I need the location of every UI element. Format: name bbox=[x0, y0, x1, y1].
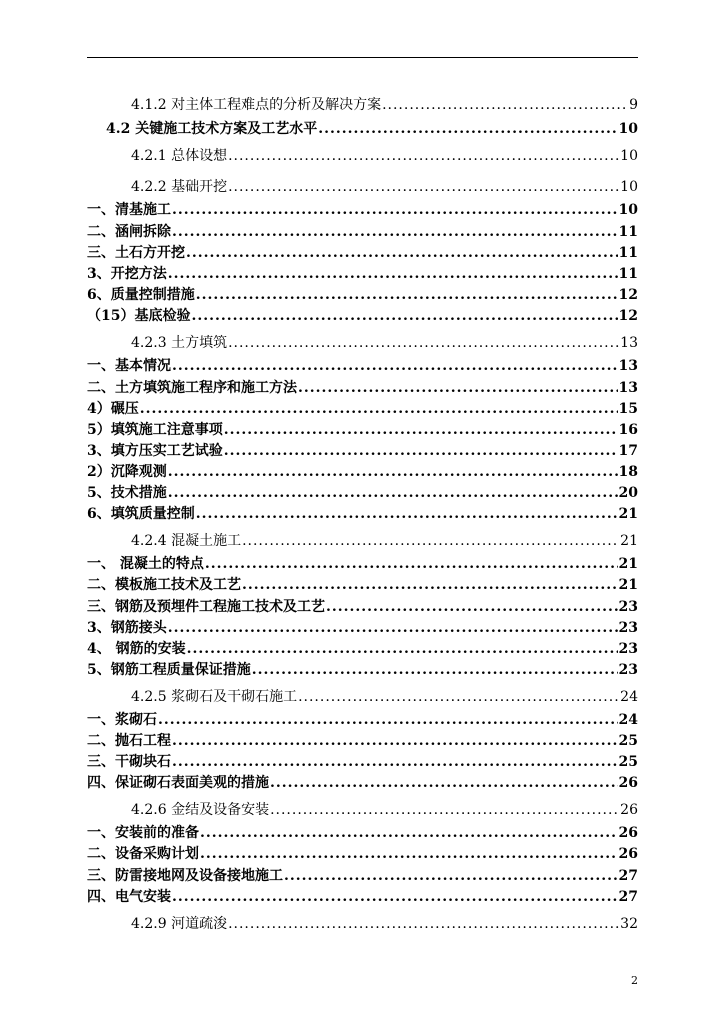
toc-entry-title: 三、干砌块石 bbox=[87, 754, 171, 770]
toc-entry-page: 10 bbox=[620, 148, 638, 164]
dot-leader bbox=[228, 333, 619, 353]
toc-entry-page: 26 bbox=[618, 846, 638, 862]
toc-entry-title: 4.2.2 基础开挖 bbox=[131, 179, 228, 195]
toc-entry-page: 16 bbox=[618, 422, 638, 438]
dot-leader bbox=[200, 823, 618, 843]
dot-leader bbox=[224, 441, 618, 461]
toc-entry-page: 32 bbox=[620, 916, 638, 932]
toc-entry[interactable] bbox=[87, 554, 638, 574]
dot-leader bbox=[298, 687, 619, 707]
toc-entry-title: 四、保证砌石表面美观的措施 bbox=[87, 775, 269, 791]
toc-entry-title: 4.1.2 对主体工程难点的分析及解决方案 bbox=[131, 97, 382, 113]
toc-entry[interactable] bbox=[87, 264, 638, 284]
toc-entry-page: 26 bbox=[618, 825, 638, 841]
toc-entry-title: 6、质量控制措施 bbox=[87, 287, 195, 303]
toc-entry-title: 2）沉降观测 bbox=[87, 464, 167, 480]
toc-entry-title: 一、基本情况 bbox=[87, 358, 171, 374]
toc-entry-page: 26 bbox=[618, 775, 638, 791]
dot-leader bbox=[168, 618, 618, 638]
toc-entry-page: 21 bbox=[618, 577, 638, 593]
dot-leader bbox=[270, 773, 618, 793]
toc-entry-title: 5）填筑施工注意事项 bbox=[87, 422, 223, 438]
toc-entry-title: 二、设备采购计划 bbox=[87, 846, 199, 862]
toc-entry-title: 3、填方压实工艺试验 bbox=[87, 443, 223, 459]
dot-leader bbox=[318, 119, 617, 139]
toc-entry-page: 21 bbox=[620, 533, 638, 549]
toc-entry[interactable] bbox=[131, 531, 638, 551]
toc-entry-title: 二、土方填筑施工程序和施工方法 bbox=[87, 380, 297, 396]
toc-entry-title: 三、土石方开挖 bbox=[87, 245, 185, 261]
dot-leader bbox=[187, 639, 618, 659]
dot-leader bbox=[242, 575, 618, 595]
toc-entry-page: 20 bbox=[618, 485, 638, 501]
toc-entry[interactable] bbox=[87, 731, 638, 751]
toc-entry-title: （15）基底检验 bbox=[87, 308, 191, 324]
dot-leader bbox=[168, 462, 618, 482]
toc-entry[interactable] bbox=[131, 333, 638, 353]
toc-entry-title: 3、开挖方法 bbox=[87, 266, 167, 282]
toc-entry[interactable] bbox=[87, 200, 638, 220]
toc-entry[interactable] bbox=[87, 773, 638, 793]
toc-entry[interactable] bbox=[87, 420, 638, 440]
toc-entry-page: 13 bbox=[620, 335, 638, 351]
dot-leader bbox=[186, 243, 618, 263]
dot-leader bbox=[158, 710, 618, 730]
toc-entry-page: 23 bbox=[618, 599, 638, 615]
dot-leader bbox=[284, 866, 618, 886]
toc-entry-title: 4.2.1 总体设想 bbox=[131, 148, 228, 164]
toc-entry[interactable] bbox=[87, 483, 638, 503]
dot-leader bbox=[326, 597, 618, 617]
toc-entry-page: 15 bbox=[618, 401, 638, 417]
toc-entry-page: 10 bbox=[618, 202, 638, 218]
dot-leader bbox=[205, 554, 618, 574]
toc-entry-page: 27 bbox=[618, 889, 638, 905]
toc-entry-title: 一、浆砌石 bbox=[87, 712, 157, 728]
toc-entry[interactable] bbox=[87, 441, 638, 461]
toc-entry[interactable] bbox=[87, 618, 638, 638]
toc-entry[interactable] bbox=[87, 639, 638, 659]
toc-entry-title: 3、钢筋接头 bbox=[87, 620, 167, 636]
toc-entry-title: 四、电气安装 bbox=[87, 889, 171, 905]
dot-leader bbox=[224, 420, 618, 440]
toc-entry[interactable] bbox=[87, 866, 638, 886]
toc-entry-title: 二、抛石工程 bbox=[87, 733, 171, 749]
toc-entry-page: 12 bbox=[618, 308, 638, 324]
toc-entry[interactable] bbox=[87, 752, 638, 772]
toc-entry[interactable] bbox=[131, 146, 638, 166]
dot-leader bbox=[196, 285, 618, 305]
dot-leader bbox=[172, 887, 618, 907]
toc-entry[interactable] bbox=[87, 378, 638, 398]
toc-entry-title: 三、防雷接地网及设备接地施工 bbox=[87, 868, 283, 884]
toc-entry-page: 10 bbox=[618, 121, 638, 137]
toc-entry[interactable] bbox=[87, 710, 638, 730]
toc-entry-page: 17 bbox=[618, 443, 638, 459]
toc-entry-title: 4.2.4 混凝土施工 bbox=[131, 533, 242, 549]
toc-entry-title: 一、安装前的准备 bbox=[87, 825, 199, 841]
dot-leader bbox=[252, 660, 618, 680]
toc-entry[interactable] bbox=[87, 222, 638, 242]
toc-entry-title: 4.2 关键施工技术方案及工艺水平 bbox=[106, 121, 318, 137]
toc-entry-page: 21 bbox=[618, 506, 638, 522]
toc-entry-page: 13 bbox=[618, 358, 638, 374]
toc-entry-page: 25 bbox=[618, 754, 638, 770]
toc-entry-page: 24 bbox=[618, 712, 638, 728]
toc-entry-title: 5、技术措施 bbox=[87, 485, 167, 501]
toc-entry[interactable] bbox=[87, 504, 638, 524]
toc-entry-title: 5、钢筋工程质量保证措施 bbox=[87, 662, 251, 678]
toc-entry-title: 二、涵闸拆除 bbox=[87, 224, 171, 240]
toc-entry[interactable] bbox=[87, 356, 638, 376]
toc-entry-title: 三、钢筋及预埋件工程施工技术及工艺 bbox=[87, 599, 325, 615]
toc-entry[interactable] bbox=[87, 823, 638, 843]
toc-entry-page: 18 bbox=[618, 464, 638, 480]
toc-entry[interactable] bbox=[87, 575, 638, 595]
toc-entry-page: 24 bbox=[620, 689, 638, 705]
dot-leader bbox=[298, 378, 618, 398]
dot-leader bbox=[191, 306, 617, 326]
toc-entry[interactable] bbox=[87, 844, 638, 864]
dot-leader bbox=[196, 504, 618, 524]
toc-entry-page: 9 bbox=[629, 97, 638, 113]
dot-leader bbox=[140, 399, 618, 419]
toc-entry[interactable] bbox=[87, 243, 638, 263]
dot-leader bbox=[200, 844, 618, 864]
toc-entry-page: 11 bbox=[618, 245, 638, 261]
toc-entry-page: 11 bbox=[618, 266, 638, 282]
dot-leader bbox=[172, 731, 618, 751]
dot-leader bbox=[382, 95, 628, 115]
dot-leader bbox=[168, 483, 618, 503]
page-number: 2 bbox=[631, 974, 638, 987]
toc-entry[interactable] bbox=[87, 887, 638, 907]
toc-entry-title: 6、填筑质量控制 bbox=[87, 506, 195, 522]
toc-entry-title: 4、 钢筋的安装 bbox=[87, 641, 186, 657]
toc-entry-page: 10 bbox=[620, 179, 638, 195]
dot-leader bbox=[172, 752, 618, 772]
toc-entry[interactable] bbox=[87, 660, 638, 680]
toc-entry[interactable] bbox=[131, 177, 638, 197]
toc-entry[interactable] bbox=[87, 462, 638, 482]
toc-entry-page: 25 bbox=[618, 733, 638, 749]
toc-entry[interactable] bbox=[131, 914, 638, 934]
toc-entry-page: 21 bbox=[618, 556, 638, 572]
toc-entry-title: 4.2.5 浆砌石及干砌石施工 bbox=[131, 689, 298, 705]
toc-entry-title: 一、清基施工 bbox=[87, 202, 171, 218]
toc-entry[interactable] bbox=[131, 687, 638, 707]
dot-leader bbox=[228, 177, 619, 197]
toc-entry[interactable] bbox=[87, 399, 638, 419]
toc-entry-title: 4.2.9 河道疏浚 bbox=[131, 916, 228, 932]
dot-leader bbox=[242, 531, 619, 551]
toc-entry[interactable] bbox=[87, 285, 638, 305]
toc-entry-title: 一、 混凝土的特点 bbox=[87, 556, 204, 572]
toc-entry-page: 26 bbox=[620, 802, 638, 818]
toc-entry-page: 23 bbox=[618, 662, 638, 678]
toc-entry[interactable] bbox=[87, 306, 638, 326]
dot-leader bbox=[228, 146, 619, 166]
dot-leader bbox=[172, 222, 618, 242]
toc-entry-page: 12 bbox=[618, 287, 638, 303]
toc-entry-title: 4）碾压 bbox=[87, 401, 139, 417]
toc-entry[interactable] bbox=[131, 95, 638, 115]
dot-leader bbox=[172, 200, 618, 220]
toc-entry[interactable] bbox=[87, 597, 638, 617]
toc-entry[interactable] bbox=[106, 119, 638, 139]
toc-entry-title: 4.2.3 土方填筑 bbox=[131, 335, 228, 351]
toc-entry-page: 11 bbox=[618, 224, 638, 240]
dot-leader bbox=[172, 356, 618, 376]
dot-leader bbox=[228, 914, 619, 934]
toc-entry[interactable] bbox=[131, 800, 638, 820]
toc-entry-page: 23 bbox=[618, 620, 638, 636]
dot-leader bbox=[270, 800, 619, 820]
toc-entry-title: 二、模板施工技术及工艺 bbox=[87, 577, 241, 593]
toc-entry-page: 13 bbox=[618, 380, 638, 396]
toc-entry-page: 23 bbox=[618, 641, 638, 657]
toc-entry-title: 4.2.6 金结及设备安装 bbox=[131, 802, 270, 818]
dot-leader bbox=[168, 264, 618, 284]
toc-entry-page: 27 bbox=[618, 868, 638, 884]
